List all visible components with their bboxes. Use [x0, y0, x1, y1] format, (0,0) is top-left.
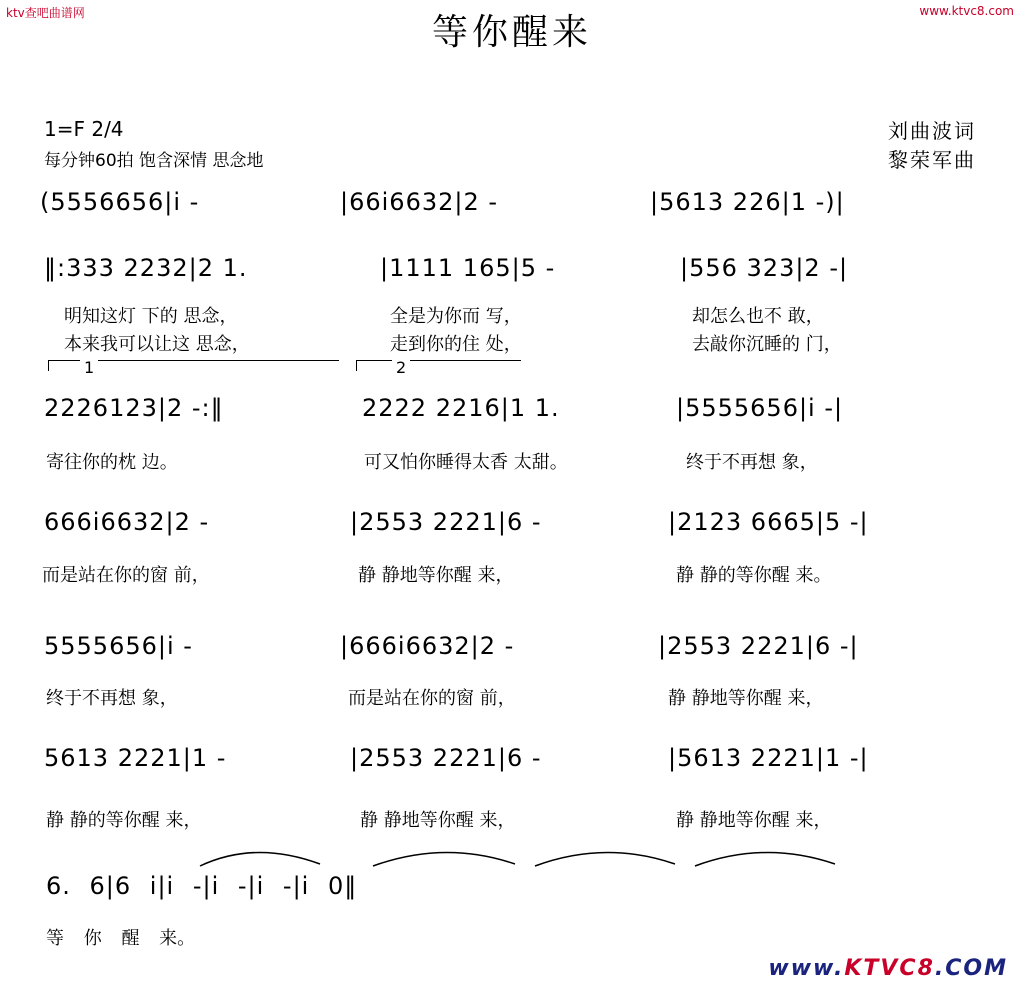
notation-segment: |556 323|2 -| — [680, 254, 849, 282]
notation-segment: |2553 2221|6 -| — [658, 632, 859, 660]
lyric-verse2: 去敲你沉睡的 门， — [692, 334, 842, 355]
notation-segment: |666i6632|2 - — [340, 632, 515, 660]
notation-segment: 666i6632|2 - — [44, 508, 210, 536]
lyric-line: 静 静地等你醒 来， — [360, 810, 516, 831]
tie-arcs — [195, 842, 845, 872]
lyric-verse2: 本来我可以让这 思念， — [64, 334, 250, 355]
volta-bracket-2 — [356, 360, 521, 371]
notation-segment: |5555656|i -| — [676, 394, 844, 422]
lyric-verse2: 走到你的住 处， — [390, 334, 522, 355]
volta-number-2: 2 — [392, 358, 410, 377]
lyric-line: 静 静的等你醒 来， — [46, 810, 202, 831]
site-name-left: ktv查吧曲谱网 — [6, 6, 85, 20]
notation-segment: 5555656|i - — [44, 632, 193, 660]
site-url-right[interactable]: www.ktvc8.com — [919, 4, 1014, 18]
watermark-logo: www.KTVC8.COM — [768, 956, 1008, 981]
lyric-verse1: 明知这灯 下的 思念， — [64, 306, 238, 327]
notation-segment: |5613 2221|1 -| — [668, 744, 869, 772]
lyric-line: 寄往你的枕 边。 — [46, 452, 178, 473]
composer: 黎荣军曲 — [888, 148, 976, 172]
lyric-line: 而是站在你的窗 前， — [348, 688, 516, 709]
lyric-line: 静 静的等你醒 来。 — [676, 565, 832, 586]
notation-segment: |2553 2221|6 - — [350, 744, 542, 772]
notation-segment: 5613 2221|1 - — [44, 744, 227, 772]
lyric-line: 等 你 醒 来。 — [46, 928, 196, 949]
notation-segment: 2226123|2 -:‖ — [44, 394, 224, 422]
song-title: 等你醒来 — [431, 12, 592, 53]
notation-segment: 6. 6|6 i|i -|i -|i -|i 0‖ — [46, 872, 358, 900]
lyric-line: 而是站在你的窗 前， — [42, 565, 210, 586]
lyric-verse1: 却怎么也不 敢， — [692, 306, 824, 327]
notation-segment: |66i6632|2 - — [340, 188, 499, 216]
notation-segment: |2553 2221|6 - — [350, 508, 542, 536]
key-time-signature: 1=F 2/4 — [44, 117, 124, 141]
tempo-mood: 每分钟60拍 饱含深情 思念地 — [44, 151, 264, 171]
notation-segment: |5613 226|1 -)| — [650, 188, 845, 216]
notation-segment: |2123 6665|5 -| — [668, 508, 869, 536]
notation-segment: 2222 2216|1 1. — [362, 394, 560, 422]
lyric-line: 静 静地等你醒 来， — [676, 810, 832, 831]
notation-segment: (5556656|i - — [40, 188, 200, 216]
lyric-line: 终于不再想 象， — [46, 688, 178, 709]
lyric-verse1: 全是为你而 写， — [390, 306, 522, 327]
notation-segment: |1111 165|5 - — [380, 254, 556, 282]
lyric-line: 静 静地等你醒 来， — [668, 688, 824, 709]
lyric-line: 静 静地等你醒 来， — [358, 565, 514, 586]
lyric-line: 终于不再想 象， — [686, 452, 818, 473]
notation-segment: ‖:333 2232|2 1. — [44, 254, 248, 282]
lyric-line: 可又怕你睡得太香 太甜。 — [364, 452, 568, 473]
volta-number-1: 1 — [80, 358, 98, 377]
lyricist: 刘曲波词 — [888, 119, 976, 143]
